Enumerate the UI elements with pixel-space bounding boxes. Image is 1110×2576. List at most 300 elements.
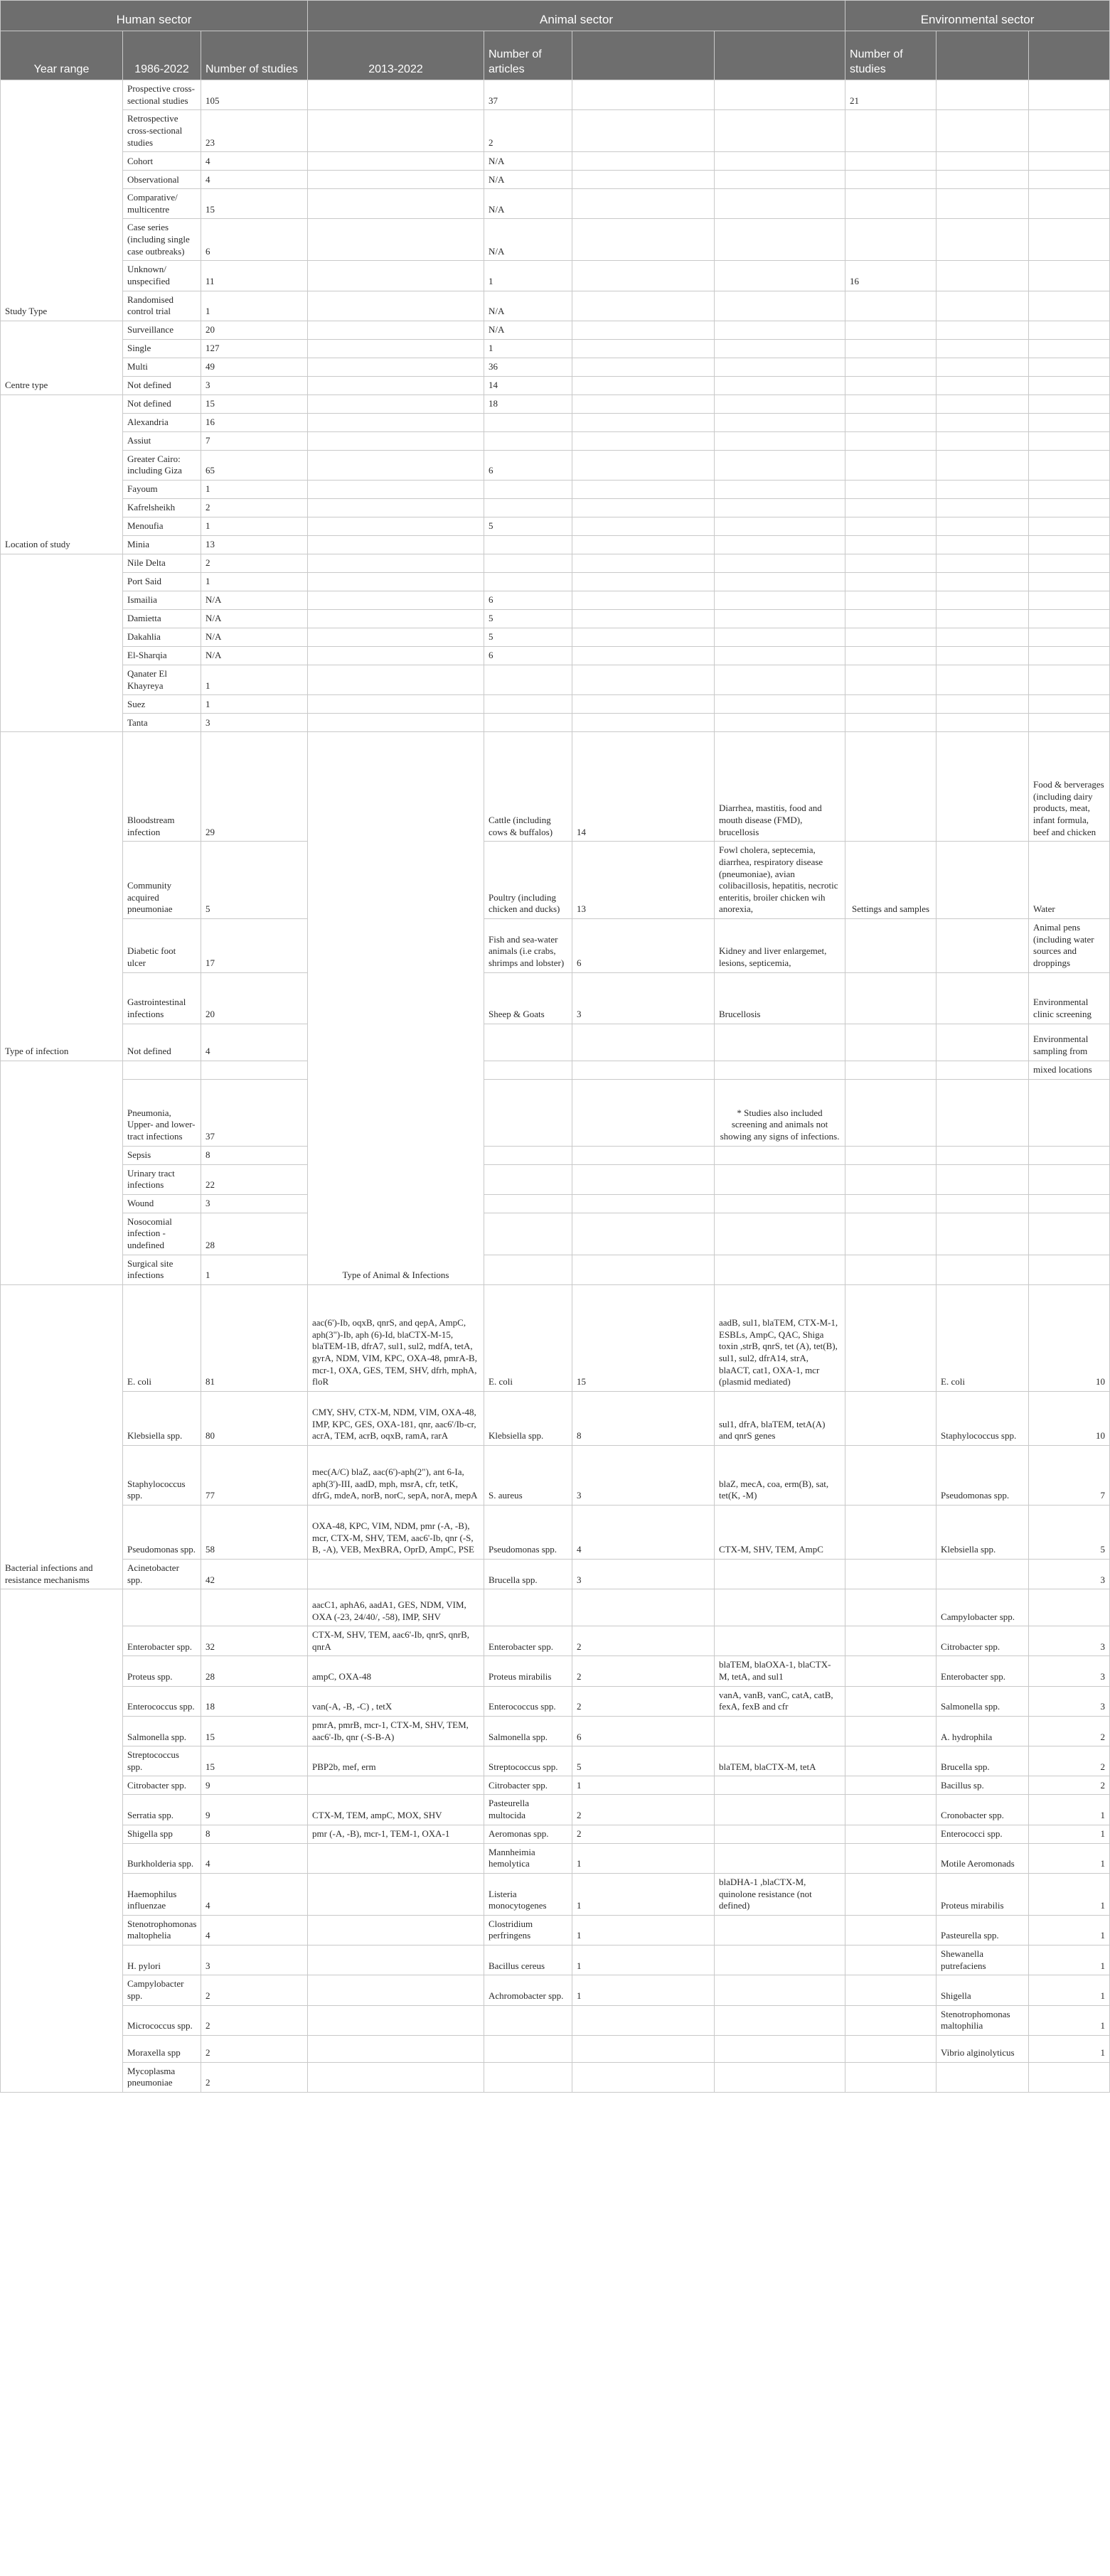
empty-cell	[572, 261, 715, 291]
empty-cell	[845, 1164, 936, 1194]
human-label: Minia	[123, 536, 201, 554]
human-count: 1	[201, 1255, 308, 1284]
human-mechanisms: ampC, OXA-48	[308, 1656, 484, 1686]
infection-description	[715, 1024, 845, 1061]
human-count: 37	[201, 1079, 308, 1146]
empty-cell	[572, 554, 715, 573]
human-count: 80	[201, 1391, 308, 1445]
animal-count: 5	[484, 517, 572, 536]
animal-count: 6	[484, 450, 572, 480]
table-row	[1, 499, 1110, 517]
animal-count: 6	[484, 647, 572, 665]
human-label: Cohort	[123, 152, 201, 171]
empty-cell	[1029, 610, 1110, 628]
human-count: 15	[201, 1746, 308, 1776]
table-row	[1, 665, 1110, 695]
animal-mechanisms: blaTEM, blaCTX-M, tetA	[715, 1746, 845, 1776]
bacteria-animal: Klebsiella spp.	[484, 1391, 572, 1445]
human-label: Not defined	[123, 395, 201, 413]
human-count: 77	[201, 1445, 308, 1505]
empty-cell	[1029, 450, 1110, 480]
env-count	[845, 110, 936, 152]
animal-mechanisms	[715, 1825, 845, 1843]
animal-count: 36	[484, 358, 572, 376]
table-row	[1, 110, 1110, 152]
infection-note: * Studies also included screening and animals not showing any signs of infections.	[715, 1079, 845, 1146]
human-count: 49	[201, 358, 308, 376]
empty-cell	[484, 1194, 572, 1213]
human-mechanisms	[308, 1873, 484, 1915]
env-setting	[1029, 1194, 1110, 1213]
empty-cell	[715, 665, 845, 695]
human-label	[123, 1061, 201, 1079]
animal-count: N/A	[484, 189, 572, 219]
animal-mechanisms	[715, 1915, 845, 1945]
animal-mechanisms	[715, 1626, 845, 1656]
bacteria-animal: Clostridium perfringens	[484, 1915, 572, 1945]
empty-cell	[845, 481, 936, 499]
animal-count: 5	[484, 628, 572, 647]
human-count	[201, 1589, 308, 1626]
empty-cell	[572, 647, 715, 665]
env-count: 7	[1029, 1445, 1110, 1505]
empty-cell	[572, 413, 715, 431]
empty-cell	[936, 110, 1029, 152]
empty-cell	[308, 591, 484, 610]
env-count	[845, 219, 936, 261]
env-count: 2	[1029, 1746, 1110, 1776]
env-count	[845, 171, 936, 189]
human-count: 2	[201, 554, 308, 573]
empty-cell	[572, 481, 715, 499]
empty-cell	[845, 1024, 936, 1061]
env-count: 1	[1029, 1946, 1110, 1975]
animal-mechanisms: vanA, vanB, vanC, catA, catB, fexA, fexB and cfr	[715, 1686, 845, 1716]
infection-description: Kidney and liver enlargemet, lesions, septicemia,	[715, 919, 845, 973]
animal-count	[572, 1589, 715, 1626]
table-row	[1, 1061, 1110, 1079]
animal-count: 1	[572, 1843, 715, 1873]
empty-cell	[845, 1776, 936, 1795]
animal-count: N/A	[484, 152, 572, 171]
bacteria-human: Campylobacter spp.	[123, 1975, 201, 2005]
empty-cell	[845, 732, 936, 842]
animal-count	[484, 573, 572, 591]
empty-cell	[715, 695, 845, 714]
human-label: Alexandria	[123, 413, 201, 431]
human-label: Comparative/ multicentre	[123, 189, 201, 219]
empty-cell	[1029, 321, 1110, 339]
empty-cell	[715, 189, 845, 219]
infection-note	[715, 1255, 845, 1284]
empty-cell	[845, 536, 936, 554]
human-label: Single	[123, 339, 201, 358]
human-label: Tanta	[123, 714, 201, 732]
empty-cell	[572, 395, 715, 413]
empty-cell	[572, 80, 715, 110]
empty-cell	[572, 321, 715, 339]
human-label: Unknown/ unspecified	[123, 261, 201, 291]
bacteria-animal: Mannheimia hemolytica	[484, 1843, 572, 1873]
bacteria-env: Stenotrophomonas maltophilia	[936, 2005, 1029, 2035]
human-count: 23	[201, 110, 308, 152]
human-count: 2	[201, 1975, 308, 2005]
empty-cell	[936, 171, 1029, 189]
empty-cell	[308, 695, 484, 714]
bacteria-animal: Proteus mirabilis	[484, 1656, 572, 1686]
human-mechanisms: aacC1, aphA6, aadA1, GES, NDM, VIM, OXA (-23, 24/40/, -58), IMP, SHV	[308, 1589, 484, 1626]
empty-cell	[936, 1255, 1029, 1284]
human-count: 29	[201, 732, 308, 842]
animal-label: Sheep & Goats	[484, 972, 572, 1024]
empty-cell	[572, 536, 715, 554]
human-count: 15	[201, 189, 308, 219]
table-row	[1, 1746, 1110, 1776]
table-row	[1, 591, 1110, 610]
empty-cell	[936, 714, 1029, 732]
empty-cell	[936, 339, 1029, 358]
bacteria-animal	[484, 2062, 572, 2092]
empty-cell	[572, 189, 715, 219]
empty-cell	[308, 358, 484, 376]
human-count: 1	[201, 695, 308, 714]
human-label: Qanater El Khayreya	[123, 665, 201, 695]
animal-count	[484, 695, 572, 714]
table-row	[1, 291, 1110, 321]
animal-count: 2	[572, 1795, 715, 1825]
empty-cell	[308, 219, 484, 261]
infection-note	[715, 1194, 845, 1213]
empty-cell	[1, 1061, 123, 1284]
empty-cell	[936, 554, 1029, 573]
empty-cell	[936, 1024, 1029, 1061]
human-count: 28	[201, 1656, 308, 1686]
animal-count: 13	[572, 842, 715, 919]
empty-cell	[1029, 261, 1110, 291]
empty-cell	[715, 481, 845, 499]
empty-cell	[1029, 189, 1110, 219]
empty-cell	[308, 376, 484, 395]
empty-cell	[715, 450, 845, 480]
human-count: 2	[201, 2005, 308, 2035]
empty-cell	[845, 1213, 936, 1255]
human-count: 9	[201, 1795, 308, 1825]
empty-cell	[845, 1061, 936, 1079]
empty-cell	[845, 1626, 936, 1656]
human-count: 105	[201, 80, 308, 110]
empty-cell	[845, 1746, 936, 1776]
empty-cell	[936, 80, 1029, 110]
human-label: Surgical site infections	[123, 1255, 201, 1284]
empty-cell	[845, 1445, 936, 1505]
human-mechanisms	[308, 1946, 484, 1975]
human-mechanisms	[308, 2035, 484, 2062]
human-label: Gastrointestinal infections	[123, 972, 201, 1024]
empty-cell	[1029, 358, 1110, 376]
empty-cell	[936, 219, 1029, 261]
env-setting	[1029, 1213, 1110, 1255]
animal-count: 6	[572, 1716, 715, 1746]
empty-cell	[845, 1686, 936, 1716]
table-row	[1, 1445, 1110, 1505]
empty-cell	[1029, 536, 1110, 554]
human-count: 8	[201, 1146, 308, 1164]
empty-cell	[572, 665, 715, 695]
human-label: Not defined	[123, 1024, 201, 1061]
human-count: 6	[201, 219, 308, 261]
table-row	[1, 517, 1110, 536]
table-row	[1, 1284, 1110, 1391]
human-label: Case series (including single case outbreaks)	[123, 219, 201, 261]
bacteria-animal: Aeromonas spp.	[484, 1825, 572, 1843]
bacteria-animal: Streptococcus spp.	[484, 1746, 572, 1776]
table-row	[1, 431, 1110, 450]
table-row	[1, 1589, 1110, 1626]
table-row	[1, 413, 1110, 431]
human-label: Greater Cairo: including Giza	[123, 450, 201, 480]
empty-cell	[715, 80, 845, 110]
empty-cell	[845, 1825, 936, 1843]
table-body	[1, 80, 1110, 2093]
bacteria-human: Mycoplasma pneumoniae	[123, 2062, 201, 2092]
table-row	[1, 1146, 1110, 1164]
empty-cell	[308, 189, 484, 219]
table-row	[1, 1626, 1110, 1656]
animal-count: 1	[572, 1873, 715, 1915]
human-count: 32	[201, 1626, 308, 1656]
empty-cell	[572, 573, 715, 591]
empty-cell	[936, 376, 1029, 395]
table-row	[1, 189, 1110, 219]
empty-cell	[845, 413, 936, 431]
empty-cell	[936, 1061, 1029, 1079]
bacteria-env: E. coli	[936, 1284, 1029, 1391]
table-row	[1, 261, 1110, 291]
env-count-header: Number of studies	[845, 31, 936, 80]
empty-cell	[1029, 695, 1110, 714]
bacteria-human: Enterococcus spp.	[123, 1686, 201, 1716]
human-mechanisms	[308, 2005, 484, 2035]
table-row	[1, 573, 1110, 591]
empty-cell	[484, 1213, 572, 1255]
empty-cell	[845, 431, 936, 450]
empty-cell	[572, 610, 715, 628]
empty-cell	[715, 610, 845, 628]
empty-cell	[308, 450, 484, 480]
human-mechanisms: CTX-M, TEM, ampC, MOX, SHV	[308, 1795, 484, 1825]
empty-cell	[936, 517, 1029, 536]
human-mechanisms	[308, 2062, 484, 2092]
empty-cell	[936, 431, 1029, 450]
empty-cell	[572, 499, 715, 517]
env-setting	[1029, 1079, 1110, 1146]
table-row	[1, 376, 1110, 395]
empty-cell	[715, 628, 845, 647]
empty-cell	[308, 171, 484, 189]
human-count: 1	[201, 481, 308, 499]
env-count	[1029, 2062, 1110, 2092]
empty-cell	[936, 358, 1029, 376]
empty-cell	[845, 919, 936, 973]
animal-mechanisms: blaTEM, blaOXA-1, blaCTX-M, tetA, and sul1	[715, 1656, 845, 1686]
animal-label: Fish and sea-water animals (i.e crabs, shrimps and lobster)	[484, 919, 572, 973]
human-count: 17	[201, 919, 308, 973]
empty-cell	[1029, 80, 1110, 110]
human-mechanisms	[308, 1843, 484, 1873]
table-row	[1, 628, 1110, 647]
table-row	[1, 2035, 1110, 2062]
empty-cell	[484, 1146, 572, 1164]
empty-cell	[715, 321, 845, 339]
empty-cell	[715, 554, 845, 573]
empty-cell	[572, 714, 715, 732]
env-count: 1	[1029, 2005, 1110, 2035]
human-label: Not defined	[123, 376, 201, 395]
table-row	[1, 1559, 1110, 1589]
human-count: 42	[201, 1559, 308, 1589]
empty-cell	[936, 1213, 1029, 1255]
animal-mechanisms	[715, 1975, 845, 2005]
empty-cell	[308, 481, 484, 499]
empty-cell	[845, 1975, 936, 2005]
bacteria-animal	[484, 2005, 572, 2035]
empty-cell	[308, 395, 484, 413]
animal-count: 1	[484, 339, 572, 358]
table-row	[1, 1776, 1110, 1795]
animal-count: 1	[484, 261, 572, 291]
animal-mechanisms	[715, 1716, 845, 1746]
bacteria-animal: Bacillus cereus	[484, 1946, 572, 1975]
empty-cell	[308, 431, 484, 450]
bacteria-env: Klebsiella spp.	[936, 1505, 1029, 1559]
env-count: 1	[1029, 1795, 1110, 1825]
human-label: Fayoum	[123, 481, 201, 499]
human-mechanisms	[308, 1559, 484, 1589]
table-row	[1, 1795, 1110, 1825]
human-count: 5	[201, 842, 308, 919]
table-row	[1, 647, 1110, 665]
table-row	[1, 1079, 1110, 1146]
env-count: 5	[1029, 1505, 1110, 1559]
env-setting	[1029, 1164, 1110, 1194]
empty-cell	[845, 450, 936, 480]
table-row	[1, 1825, 1110, 1843]
empty-cell	[845, 573, 936, 591]
human-count: N/A	[201, 647, 308, 665]
empty-cell	[936, 1194, 1029, 1213]
empty-cell	[572, 1164, 715, 1194]
empty-cell	[936, 591, 1029, 610]
bacteria-human: Moraxella spp	[123, 2035, 201, 2062]
animal-count: 14	[572, 732, 715, 842]
empty-cell	[845, 1284, 936, 1391]
empty-cell	[845, 1915, 936, 1945]
empty-cell	[936, 695, 1029, 714]
animal-count: N/A	[484, 219, 572, 261]
empty-cell	[1029, 573, 1110, 591]
bacteria-human: Klebsiella spp.	[123, 1391, 201, 1445]
infection-note	[715, 1146, 845, 1164]
empty-cell	[1029, 376, 1110, 395]
empty-cell	[1029, 665, 1110, 695]
empty-cell	[845, 339, 936, 358]
empty-cell	[936, 842, 1029, 919]
empty-cell	[936, 291, 1029, 321]
bacteria-animal	[484, 1589, 572, 1626]
table-row	[1, 395, 1110, 413]
empty-cell	[1029, 413, 1110, 431]
empty-cell	[715, 431, 845, 450]
empty-cell	[845, 1946, 936, 1975]
blank-header	[936, 31, 1029, 80]
animal-count	[572, 1024, 715, 1061]
bacteria-human: Serratia spp.	[123, 1795, 201, 1825]
animal-count: 2	[484, 110, 572, 152]
bacteria-env: Campylobacter spp.	[936, 1589, 1029, 1626]
animal-mechanisms	[715, 1559, 845, 1589]
animal-count	[484, 665, 572, 695]
human-mechanisms	[308, 1776, 484, 1795]
animal-sector-header: Animal sector	[308, 1, 845, 31]
infection-note	[715, 1213, 845, 1255]
group-label: Type of infection	[1, 732, 123, 1061]
empty-cell	[1029, 481, 1110, 499]
human-label: Surveillance	[123, 321, 201, 339]
empty-cell	[572, 628, 715, 647]
table-row	[1, 358, 1110, 376]
animal-label: Poultry (including chicken and ducks)	[484, 842, 572, 919]
human-count: 65	[201, 450, 308, 480]
empty-cell	[715, 499, 845, 517]
empty-cell	[936, 152, 1029, 171]
human-count: 1	[201, 291, 308, 321]
empty-cell	[936, 647, 1029, 665]
animal-count: 5	[572, 1746, 715, 1776]
human-count: 28	[201, 1213, 308, 1255]
human-label: Menoufia	[123, 517, 201, 536]
animal-mechanisms: blaDHA-1 ,blaCTX-M, quinolone resistance (not defined)	[715, 1873, 845, 1915]
infection-note	[715, 1164, 845, 1194]
human-mechanisms: aac(6')-Ib, oqxB, qnrS, and qepA, AmpC, aph(3")-Ib, aph (6)-Id, blaCTX-M-15, blaTEM-1B, dfrA7, sul1, sul2, mdfA, tetA, gyrA, NDM, VIM, KPC, OXA-48, pmrA-B, mcr-1, OXA, GES, TEM, SHV, dfrh, mphA, floR	[308, 1284, 484, 1391]
table-row	[1, 1213, 1110, 1255]
empty-cell	[936, 536, 1029, 554]
empty-cell	[715, 517, 845, 536]
human-count: 1	[201, 573, 308, 591]
human-count: 16	[201, 413, 308, 431]
human-count: 81	[201, 1284, 308, 1391]
table-row	[1, 1843, 1110, 1873]
bacteria-human: Streptococcus spp.	[123, 1746, 201, 1776]
env-count: 1	[1029, 1825, 1110, 1843]
empty-cell	[308, 554, 484, 573]
bacteria-human: Burkholderia spp.	[123, 1843, 201, 1873]
human-label: Wound	[123, 1194, 201, 1213]
empty-cell	[572, 1213, 715, 1255]
human-label: Kafrelsheikh	[123, 499, 201, 517]
empty-cell	[572, 591, 715, 610]
animal-mechanisms	[715, 1589, 845, 1626]
human-count: 1	[201, 517, 308, 536]
animal-count: 1	[572, 1915, 715, 1945]
empty-cell	[845, 647, 936, 665]
table-row	[1, 2062, 1110, 2092]
human-count: 3	[201, 1194, 308, 1213]
empty-cell	[715, 219, 845, 261]
empty-cell	[1029, 647, 1110, 665]
table-row	[1, 610, 1110, 628]
animal-count: 3	[572, 1445, 715, 1505]
empty-cell	[845, 376, 936, 395]
